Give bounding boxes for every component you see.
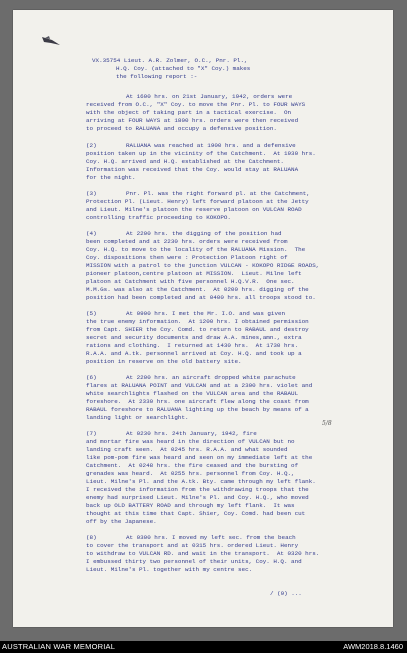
typed-line: position in reserve on the old battery site. [86, 358, 242, 365]
typed-line: landing craft seen. At 0245 hrs. R.A.A. and what sounded [86, 446, 288, 453]
typed-line: and Lieut. Milne's platoon the reserve platoon on VULCAN ROAD [86, 206, 302, 213]
footer-institution: AUSTRALIAN WAR MEMORIAL [2, 642, 116, 651]
typed-line: to proceed to RALUANA and occupy a defensive position. [86, 125, 277, 132]
typed-line: white searchlights flashed on the VULCAN area and the RABAUL [86, 390, 299, 397]
typed-line: I received the information from the withdrawing troops that the [86, 486, 309, 493]
typed-line: (8) [86, 534, 97, 541]
typed-line: back up OLD BATTERY ROAD and through my left flank. It was [86, 502, 295, 509]
typed-line: platoon at Catchment with five personnel H.Q.V.R. One sec. [86, 278, 295, 285]
typed-line: Coy. H.Q. arrived and H.Q. established at the Catchment. [86, 158, 284, 165]
typed-line: H.Q. Coy. (attached to "X" Coy.) makes [116, 65, 251, 72]
archive-footer-bar [0, 641, 407, 653]
typed-line: from Capt. SHIER the Coy. Comd. to return to RABAUL and destroy [86, 326, 309, 333]
typed-line: Lieut. Milne's Pl. and the A.tk. Bty. came through my left flank. [86, 478, 316, 485]
typed-line: to withdraw to VULCAN RD. and wait in the transport. At 0320 hrs. [86, 550, 320, 557]
typed-line: and mortar fire was heard in the direction of VULCAN but no [86, 438, 295, 445]
typed-line: position had been completed and at 0400 hrs. all troops stood to. [86, 294, 316, 301]
typed-line: At 0230 hrs. 24th January, 1942, fire [126, 430, 257, 437]
typed-line: landing light or searchlight. [86, 414, 189, 421]
typed-line: Lieut. Milne's Pl. together with my centre sec. [86, 566, 253, 573]
typed-line: (2) [86, 142, 97, 149]
typed-line: position taken up in the vicinity of the Catchment. At 1930 hrs. [86, 150, 316, 157]
typed-line: flares at RALUANA POINT and VULCAN and at a 2300 hrs. violet and [86, 382, 313, 389]
typed-line: (7) [86, 430, 97, 437]
typed-line: / (9) ... [270, 590, 302, 597]
typed-line: RABAUL foreshore to RALUANA lighting up the beach by means of a [86, 406, 309, 413]
typed-line: arriving at FOUR WAYS at 1800 hrs. orders were then received [86, 117, 299, 124]
typed-line: At 0900 hrs. I met the Mr. I.O. and was given [126, 310, 286, 317]
typed-line: like pom-pom fire was heard and seen on my immediate left at the [86, 454, 313, 461]
typed-line: RALUANA was reached at 1900 hrs. and a defensive [126, 142, 296, 149]
typed-line: Pnr. Pl. was the right forward pl. at the Catchment, [126, 190, 310, 197]
footer-accession-number: AWM2018.8.1460 [343, 642, 403, 651]
typed-line: At 0300 hrs. I moved my left sec. from the beach [126, 534, 296, 541]
typed-line: I embussed thirty two personnel of their units, Coy. H.Q. and [86, 558, 302, 565]
typed-line: (4) [86, 230, 97, 237]
typed-line: secret and security documents and draw A.A. mines,amn., extra [86, 334, 302, 341]
typed-line: At 2200 hrs. an aircraft dropped white parachute [126, 374, 296, 381]
typed-line: controlling traffic proceeding to KOKOPO. [86, 214, 231, 221]
paper-clip-mark-icon [40, 34, 62, 48]
typed-line: R.A.A. and A.tk. personnel arrived at Coy. H.Q. and took up a [86, 350, 302, 357]
typed-line: thought at this time that Capt. Shier, Coy. Comd. had been cut [86, 510, 306, 517]
typed-line: pioneer platoon,centre platoon at MISSION. Lieut. Milne left [86, 270, 302, 277]
typed-line: At 2200 hrs. the digging of the position had [126, 230, 282, 237]
typed-line: rations and clothing. I returned at 1430 hrs. At 1730 hrs. [86, 342, 299, 349]
typed-line: VX.35754 Lieut. A.R. Zolmer, O.C., Pnr. Pl., [92, 57, 248, 64]
typed-line: MISSION with a patrol to the junction VULCAN - KOKOPO RIDGE ROADS, [86, 262, 320, 269]
typed-line: grenades was heard. At 0255 hrs. personnel from Coy. H.Q., [86, 470, 295, 477]
typed-line: (5) [86, 310, 97, 317]
typed-line: Coy. dispositions then were : Protection Platoon right of [86, 254, 288, 261]
typed-line: enemy had surprised Lieut. Milne's Pl. and Coy. H.Q., who moved [86, 494, 309, 501]
typed-line: to cover the transport and at 0315 hrs. ordered Lieut. Henry [86, 542, 299, 549]
typed-line: Catchment. At 0248 hrs. the fire ceased and the bursting of [86, 462, 299, 469]
document-page [13, 10, 393, 627]
typed-line: Protection Pl. (Lieut. Henry) left forward platoon at the Jetty [86, 198, 309, 205]
typed-line: M.M.Gs. was also at the Catchment. At 0200 hrs. digging of the [86, 286, 309, 293]
typed-line: off by the Japanese. [86, 518, 157, 525]
typed-line: for the night. [86, 174, 136, 181]
typed-line: with the object of taking part in a tactical exercise. On [86, 109, 292, 116]
typed-line: been completed and at 2230 hrs. orders were received from [86, 238, 288, 245]
typed-line: the following report :- [116, 73, 198, 80]
typed-line: received from O.C., "X" Coy. to move the Pnr. Pl. to FOUR WAYS [86, 101, 306, 108]
typed-line: (3) [86, 190, 97, 197]
handwritten-annotation: 5/8 [322, 420, 332, 427]
typed-line: Coy. H.Q. to move to the locality of the RALUANA Mission. The [86, 246, 306, 253]
typed-line: foreshore. At 2330 hrs. one aircraft flew along the coast from [86, 398, 309, 405]
typed-line: the true enemy information. At 1200 hrs. I obtained permission [86, 318, 309, 325]
typed-line: Information was received that the Coy. would stay at RALUANA [86, 166, 299, 173]
typed-line: At 1600 hrs. on 21st January, 1942, orders were [126, 93, 293, 100]
typed-line: (6) [86, 374, 97, 381]
